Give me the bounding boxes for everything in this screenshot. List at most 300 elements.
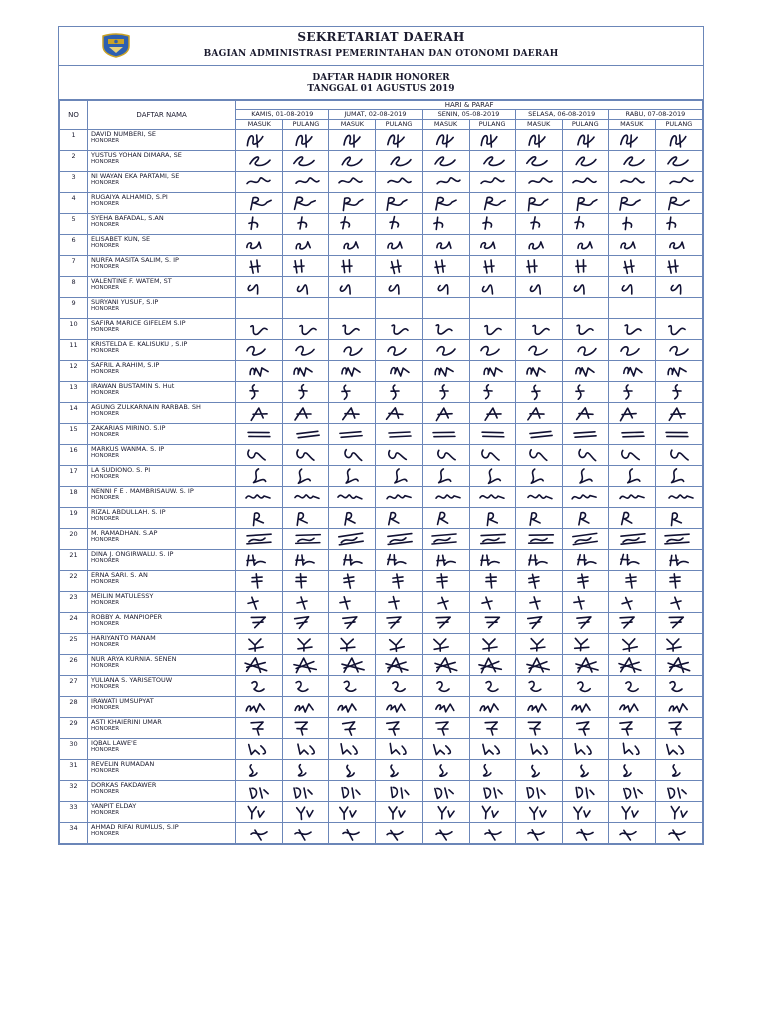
signature-mark-icon — [611, 152, 653, 170]
signature-masuk — [515, 508, 562, 529]
signature-pulang — [283, 361, 329, 382]
signature-mark-icon — [425, 257, 467, 275]
signature-masuk — [236, 697, 283, 718]
header-masuk: MASUK — [329, 120, 376, 130]
signature-pulang — [655, 445, 702, 466]
employee-role: HONORER — [91, 810, 120, 816]
signature-mark-icon — [285, 677, 327, 695]
signature-pulang — [469, 676, 515, 697]
signature-pulang — [283, 403, 329, 424]
signature-pulang — [562, 676, 608, 697]
signature-masuk — [608, 298, 655, 319]
employee-role: HONORER — [91, 432, 120, 438]
signature-mark-icon — [238, 425, 280, 443]
signature-masuk — [236, 487, 283, 508]
signature-masuk — [236, 277, 283, 298]
employee-cell — [88, 697, 236, 718]
signature-pulang — [469, 298, 515, 319]
signature-masuk — [608, 676, 655, 697]
signature-pulang — [562, 634, 608, 655]
signature-masuk — [422, 718, 469, 739]
signature-mark-icon — [518, 236, 560, 254]
signature-mark-icon — [472, 194, 514, 212]
employee-role: HONORER — [91, 558, 120, 564]
row-number: 3 — [60, 172, 88, 193]
signature-mark-icon — [472, 803, 514, 821]
signature-mark-icon — [472, 509, 514, 527]
signature-mark-icon — [378, 236, 420, 254]
signature-mark-icon — [378, 446, 420, 464]
signature-masuk — [515, 718, 562, 739]
header-no: NO — [60, 101, 88, 130]
signature-mark-icon — [611, 551, 653, 569]
employee-cell — [88, 592, 236, 613]
signature-masuk — [515, 550, 562, 571]
signature-mark-icon — [378, 194, 420, 212]
employee-cell — [88, 487, 236, 508]
signature-pulang — [376, 529, 422, 550]
signature-mark-icon — [285, 761, 327, 779]
employee-role: HONORER — [91, 474, 120, 480]
signature-pulang — [376, 613, 422, 634]
signature-pulang — [283, 718, 329, 739]
signature-masuk — [329, 319, 376, 340]
signature-masuk — [515, 466, 562, 487]
signature-pulang — [469, 550, 515, 571]
signature-masuk — [329, 760, 376, 781]
row-number: 5 — [60, 214, 88, 235]
employee-cell — [88, 613, 236, 634]
signature-pulang — [283, 739, 329, 760]
signature-mark-icon — [611, 404, 653, 422]
signature-masuk — [608, 781, 655, 802]
signature-masuk — [422, 214, 469, 235]
signature-mark-icon — [518, 572, 560, 590]
signature-pulang — [376, 214, 422, 235]
signature-masuk — [236, 319, 283, 340]
signature-masuk — [329, 256, 376, 277]
signature-pulang — [562, 361, 608, 382]
signature-pulang — [469, 739, 515, 760]
signature-masuk — [422, 676, 469, 697]
signature-mark-icon — [658, 467, 700, 485]
signature-mark-icon — [425, 446, 467, 464]
row-number: 31 — [60, 760, 88, 781]
signature-mark-icon — [611, 320, 653, 338]
signature-mark-icon — [425, 509, 467, 527]
header-pulang: PULANG — [655, 120, 702, 130]
table-row — [60, 802, 703, 823]
table-row — [60, 319, 703, 340]
employee-name: YUSTUS YOHAN DIMARA, SE — [91, 151, 182, 159]
signature-masuk — [608, 214, 655, 235]
header-hari-paraf: HARI & PARAF — [236, 101, 703, 110]
signature-mark-icon — [238, 530, 280, 548]
signature-pulang — [655, 718, 702, 739]
signature-mark-icon — [565, 236, 607, 254]
signature-masuk — [422, 571, 469, 592]
signature-mark-icon — [238, 614, 280, 632]
signature-mark-icon — [425, 803, 467, 821]
header-masuk: MASUK — [608, 120, 655, 130]
employee-role: HONORER — [91, 789, 120, 795]
signature-mark-icon — [611, 131, 653, 149]
signature-masuk — [422, 634, 469, 655]
signature-masuk — [236, 823, 283, 844]
signature-mark-icon — [285, 614, 327, 632]
signature-masuk — [608, 172, 655, 193]
signature-pulang — [283, 550, 329, 571]
signature-pulang — [376, 592, 422, 613]
signature-masuk — [422, 277, 469, 298]
signature-masuk — [515, 172, 562, 193]
signature-mark-icon — [565, 425, 607, 443]
signature-pulang — [655, 781, 702, 802]
signature-mark-icon — [658, 698, 700, 716]
signature-mark-icon — [518, 635, 560, 653]
employee-name: VALENTINE F. WATEM, ST — [91, 277, 172, 285]
signature-mark-icon — [565, 614, 607, 632]
signature-mark-icon — [238, 488, 280, 506]
table-row — [60, 466, 703, 487]
signature-mark-icon — [238, 677, 280, 695]
table-row — [60, 718, 703, 739]
signature-masuk — [329, 802, 376, 823]
signature-mark-icon — [331, 635, 373, 653]
signature-masuk — [236, 676, 283, 697]
signature-masuk — [329, 151, 376, 172]
signature-mark-icon — [565, 215, 607, 233]
signature-mark-icon — [565, 341, 607, 359]
employee-role: HONORER — [91, 390, 120, 396]
signature-mark-icon — [285, 383, 327, 401]
employee-role: HONORER — [91, 642, 120, 648]
signature-masuk — [236, 193, 283, 214]
signature-masuk — [422, 466, 469, 487]
employee-name: YANPIT ELDAY — [91, 802, 137, 810]
signature-pulang — [376, 655, 422, 676]
signature-masuk — [422, 823, 469, 844]
signature-pulang — [655, 298, 702, 319]
employee-role: HONORER — [91, 600, 120, 606]
signature-pulang — [469, 445, 515, 466]
signature-mark-icon — [611, 740, 653, 758]
signature-pulang — [562, 508, 608, 529]
table-row — [60, 655, 703, 676]
signature-mark-icon — [611, 719, 653, 737]
signature-pulang — [283, 655, 329, 676]
signature-mark-icon — [425, 425, 467, 443]
signature-pulang — [469, 634, 515, 655]
signature-mark-icon — [472, 173, 514, 191]
signature-masuk — [608, 571, 655, 592]
signature-mark-icon — [472, 635, 514, 653]
signature-masuk — [515, 487, 562, 508]
employee-cell — [88, 319, 236, 340]
signature-pulang — [469, 151, 515, 172]
signature-mark-icon — [238, 824, 280, 842]
signature-mark-icon — [285, 719, 327, 737]
signature-mark-icon — [331, 677, 373, 695]
table-row — [60, 235, 703, 256]
signature-pulang — [376, 151, 422, 172]
signature-pulang — [376, 718, 422, 739]
employee-name: MARKUS WANMA. S. IP — [91, 445, 165, 453]
signature-mark-icon — [238, 635, 280, 653]
signature-mark-icon — [378, 530, 420, 548]
employee-cell — [88, 676, 236, 697]
signature-pulang — [655, 382, 702, 403]
signature-pulang — [655, 319, 702, 340]
signature-mark-icon — [611, 341, 653, 359]
attendance-table — [59, 100, 703, 844]
signature-mark-icon — [378, 131, 420, 149]
signature-masuk — [236, 214, 283, 235]
signature-mark-icon — [285, 236, 327, 254]
signature-masuk — [329, 340, 376, 361]
employee-name: REVELIN RUMADAN — [91, 760, 155, 768]
signature-pulang — [283, 508, 329, 529]
employee-cell — [88, 550, 236, 571]
signature-pulang — [283, 424, 329, 445]
header-masuk: MASUK — [422, 120, 469, 130]
signature-masuk — [422, 508, 469, 529]
signature-masuk — [329, 361, 376, 382]
employee-cell — [88, 802, 236, 823]
employee-name: DAVID NUMBERI, SE — [91, 130, 156, 138]
signature-masuk — [236, 760, 283, 781]
signature-mark-icon — [378, 740, 420, 758]
signature-mark-icon — [331, 257, 373, 275]
signature-mark-icon — [425, 320, 467, 338]
signature-masuk — [608, 256, 655, 277]
signature-pulang — [655, 130, 702, 151]
signature-masuk — [236, 655, 283, 676]
signature-masuk — [329, 487, 376, 508]
signature-mark-icon — [611, 614, 653, 632]
signature-pulang — [376, 277, 422, 298]
signature-masuk — [515, 277, 562, 298]
employee-role: HONORER — [91, 537, 120, 543]
signature-masuk — [608, 151, 655, 172]
signature-mark-icon — [658, 173, 700, 191]
signature-masuk — [422, 403, 469, 424]
employee-role: HONORER — [91, 663, 120, 669]
signature-pulang — [376, 466, 422, 487]
signature-mark-icon — [565, 173, 607, 191]
signature-pulang — [376, 676, 422, 697]
signature-mark-icon — [565, 320, 607, 338]
signature-masuk — [515, 676, 562, 697]
signature-mark-icon — [378, 341, 420, 359]
signature-mark-icon — [565, 362, 607, 380]
employee-cell — [88, 634, 236, 655]
signature-mark-icon — [472, 215, 514, 233]
signature-pulang — [469, 655, 515, 676]
table-row — [60, 403, 703, 424]
signature-mark-icon — [331, 383, 373, 401]
signature-masuk — [515, 361, 562, 382]
row-number: 26 — [60, 655, 88, 676]
signature-mark-icon — [238, 593, 280, 611]
signature-mark-icon — [518, 488, 560, 506]
signature-mark-icon — [518, 341, 560, 359]
signature-masuk — [236, 235, 283, 256]
signature-mark-icon — [238, 509, 280, 527]
signature-masuk — [422, 256, 469, 277]
signature-mark-icon — [658, 824, 700, 842]
signature-pulang — [469, 319, 515, 340]
signature-masuk — [236, 445, 283, 466]
row-number: 1 — [60, 130, 88, 151]
signature-mark-icon — [238, 152, 280, 170]
signature-mark-icon — [658, 551, 700, 569]
table-row — [60, 151, 703, 172]
signature-pulang — [283, 340, 329, 361]
employee-role: HONORER — [91, 369, 120, 375]
signature-mark-icon — [518, 215, 560, 233]
table-row — [60, 676, 703, 697]
signature-pulang — [562, 151, 608, 172]
employee-role: HONORER — [91, 831, 120, 837]
signature-masuk — [236, 739, 283, 760]
signature-mark-icon — [425, 551, 467, 569]
signature-masuk — [515, 256, 562, 277]
signature-pulang — [655, 172, 702, 193]
signature-masuk — [422, 340, 469, 361]
signature-mark-icon — [518, 404, 560, 422]
signature-masuk — [329, 718, 376, 739]
employee-cell — [88, 361, 236, 382]
signature-mark-icon — [565, 824, 607, 842]
employee-name: ZAKARIAS MIRINO. S.IP — [91, 424, 166, 432]
signature-pulang — [469, 424, 515, 445]
signature-masuk — [608, 508, 655, 529]
signature-masuk — [608, 319, 655, 340]
employee-name: AGUNG ZULKARNAIN RARBAB. SH — [91, 403, 201, 411]
row-number: 23 — [60, 592, 88, 613]
employee-cell — [88, 151, 236, 172]
signature-pulang — [376, 403, 422, 424]
employee-cell — [88, 739, 236, 760]
signature-masuk — [236, 298, 283, 319]
signature-mark-icon — [518, 467, 560, 485]
signature-mark-icon — [658, 593, 700, 611]
employee-name: MEILIN MATULESSY — [91, 592, 154, 600]
signature-mark-icon — [331, 194, 373, 212]
employee-role: HONORER — [91, 327, 120, 333]
signature-masuk — [608, 193, 655, 214]
document-date: TANGGAL 01 AGUSTUS 2019 — [307, 84, 455, 94]
signature-mark-icon — [472, 446, 514, 464]
signature-masuk — [608, 739, 655, 760]
signature-masuk — [515, 193, 562, 214]
signature-mark-icon — [285, 320, 327, 338]
signature-masuk — [422, 193, 469, 214]
signature-pulang — [376, 340, 422, 361]
signature-pulang — [376, 361, 422, 382]
signature-mark-icon — [658, 194, 700, 212]
signature-pulang — [376, 550, 422, 571]
signature-pulang — [283, 676, 329, 697]
signature-pulang — [376, 739, 422, 760]
signature-mark-icon — [285, 362, 327, 380]
signature-mark-icon — [658, 656, 700, 674]
signature-mark-icon — [472, 236, 514, 254]
signature-mark-icon — [331, 782, 373, 800]
signature-pulang — [562, 550, 608, 571]
signature-masuk — [236, 424, 283, 445]
signature-pulang — [376, 571, 422, 592]
signature-mark-icon — [472, 320, 514, 338]
signature-pulang — [655, 487, 702, 508]
employee-name: SAFIRA MARICE GIFELEM S.IP — [91, 319, 186, 327]
employee-role: HONORER — [91, 411, 120, 417]
signature-mark-icon — [331, 656, 373, 674]
signature-masuk — [422, 592, 469, 613]
row-number: 11 — [60, 340, 88, 361]
signature-mark-icon — [425, 761, 467, 779]
signature-masuk — [236, 550, 283, 571]
table-row — [60, 781, 703, 802]
signature-mark-icon — [238, 467, 280, 485]
signature-mark-icon — [285, 782, 327, 800]
table-row — [60, 571, 703, 592]
signature-mark-icon — [378, 173, 420, 191]
signature-pulang — [469, 214, 515, 235]
signature-mark-icon — [331, 362, 373, 380]
header-pulang: PULANG — [562, 120, 608, 130]
signature-mark-icon — [238, 572, 280, 590]
signature-pulang — [376, 193, 422, 214]
signature-mark-icon — [331, 593, 373, 611]
signature-pulang — [655, 634, 702, 655]
signature-mark-icon — [425, 341, 467, 359]
signature-masuk — [422, 802, 469, 823]
signature-mark-icon — [658, 572, 700, 590]
header-nama: DAFTAR NAMA — [88, 101, 236, 130]
employee-cell — [88, 445, 236, 466]
signature-mark-icon — [425, 278, 467, 296]
signature-masuk — [422, 382, 469, 403]
signature-mark-icon — [331, 404, 373, 422]
signature-mark-icon — [565, 278, 607, 296]
signature-mark-icon — [518, 551, 560, 569]
signature-masuk — [608, 466, 655, 487]
signature-mark-icon — [518, 383, 560, 401]
row-number: 19 — [60, 508, 88, 529]
signature-masuk — [422, 781, 469, 802]
signature-pulang — [283, 592, 329, 613]
signature-mark-icon — [518, 656, 560, 674]
signature-mark-icon — [238, 131, 280, 149]
signature-masuk — [422, 613, 469, 634]
signature-masuk — [236, 508, 283, 529]
row-number: 24 — [60, 613, 88, 634]
signature-mark-icon — [331, 446, 373, 464]
signature-mark-icon — [425, 572, 467, 590]
signature-masuk — [515, 382, 562, 403]
signature-pulang — [376, 130, 422, 151]
signature-mark-icon — [565, 131, 607, 149]
signature-mark-icon — [565, 656, 607, 674]
signature-mark-icon — [611, 803, 653, 821]
signature-mark-icon — [331, 740, 373, 758]
signature-mark-icon — [611, 362, 653, 380]
signature-masuk — [236, 718, 283, 739]
signature-mark-icon — [378, 383, 420, 401]
employee-cell — [88, 424, 236, 445]
